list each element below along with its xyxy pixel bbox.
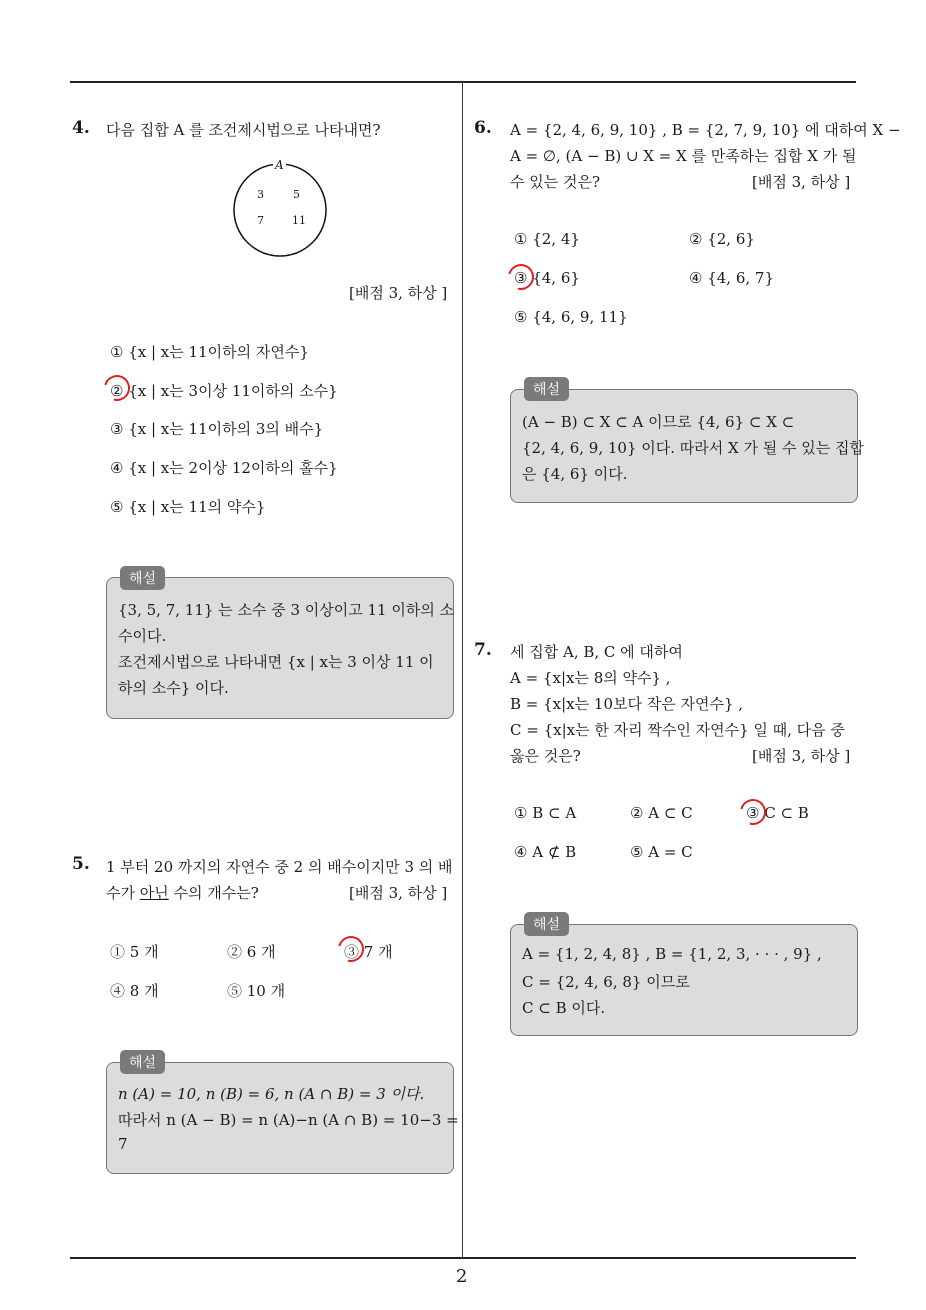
option-2[interactable]: ② {x | x는 3이상 11이하의 소수} bbox=[110, 382, 338, 400]
question-text: A = ∅, (A − B) ∪ X = X 를 만족하는 집합 X 가 될 bbox=[510, 147, 857, 165]
underlined-word: 아닌 bbox=[139, 884, 169, 902]
option-2[interactable]: ② {2, 6} bbox=[689, 230, 755, 248]
question-text: 수 있는 것은? bbox=[510, 173, 601, 191]
solution-line: 은 {4, 6} 이다. bbox=[522, 465, 628, 483]
question-text: A = {x|x는 8의 약수} , bbox=[510, 669, 671, 687]
bottom-rule bbox=[70, 1257, 856, 1259]
answer-mark bbox=[503, 259, 539, 295]
question-number: 6. bbox=[474, 118, 492, 138]
top-rule bbox=[70, 81, 856, 83]
question-text: 옳은 것은? bbox=[510, 747, 581, 765]
solution-tag: 해설 bbox=[524, 377, 569, 401]
question-text: 세 집합 A, B, C 에 대하여 bbox=[510, 643, 683, 661]
solution-line: {2, 4, 6, 9, 10} 이다. 따라서 X 가 될 수 있는 집합 bbox=[522, 439, 864, 457]
solution-line: A = {1, 2, 4, 8} , B = {1, 2, 3, · · · , 9} , bbox=[522, 945, 822, 963]
solution-line: 7 bbox=[118, 1135, 128, 1153]
venn-element: 7 bbox=[257, 214, 264, 227]
question-text: 수가 아닌 수의 개수는? bbox=[106, 884, 259, 902]
page-number: 2 bbox=[456, 1266, 468, 1287]
option-3[interactable]: ③ {4, 6} bbox=[514, 269, 580, 287]
option-5[interactable]: ⑤ 10 개 bbox=[227, 982, 286, 1000]
venn-element: 11 bbox=[292, 214, 306, 227]
option-1[interactable]: ① 5 개 bbox=[110, 943, 159, 961]
question-number: 5. bbox=[72, 854, 90, 874]
option-5[interactable]: ⑤ A = C bbox=[630, 843, 693, 861]
option-2[interactable]: ② A ⊂ C bbox=[630, 804, 693, 822]
question-number: 7. bbox=[474, 640, 492, 660]
option-1[interactable]: ① B ⊂ A bbox=[514, 804, 577, 822]
option-4[interactable]: ④ 8 개 bbox=[110, 982, 159, 1000]
answer-mark bbox=[735, 794, 771, 830]
solution-tag: 해설 bbox=[120, 566, 165, 590]
option-3[interactable]: ③ 7 개 bbox=[344, 943, 393, 961]
solution-line: C ⊂ B 이다. bbox=[522, 999, 606, 1017]
score-label: [배점 3, 하상 ] bbox=[349, 884, 448, 902]
solution-line: 따라서 n (A − B) = n (A)−n (A ∩ B) = 10−3 = bbox=[118, 1111, 459, 1129]
score-label: [배점 3, 하상 ] bbox=[752, 747, 851, 765]
question-text: 1 부터 20 까지의 자연수 중 2 의 배수이지만 3 의 배 bbox=[106, 858, 453, 876]
score-label: [배점 3, 하상 ] bbox=[349, 284, 448, 302]
column-divider bbox=[462, 82, 463, 1257]
question-text: C = {x|x는 한 자리 짝수인 자연수} 일 때, 다음 중 bbox=[510, 721, 845, 739]
question-number: 4. bbox=[72, 118, 90, 138]
solution-line: 수이다. bbox=[118, 627, 167, 645]
option-4[interactable]: ④ {4, 6, 7} bbox=[689, 269, 775, 287]
solution-tag: 해설 bbox=[524, 912, 569, 936]
option-4[interactable]: ④ {x | x는 2이상 12이하의 홀수} bbox=[110, 459, 338, 477]
solution-line: n (A) = 10, n (B) = 6, n (A ∩ B) = 3 이다. bbox=[118, 1085, 425, 1103]
option-5[interactable]: ⑤ {x | x는 11의 약수} bbox=[110, 498, 266, 516]
option-1[interactable]: ① {2, 4} bbox=[514, 230, 580, 248]
venn-label: A bbox=[275, 158, 284, 172]
solution-line: C = {2, 4, 6, 8} 이므로 bbox=[522, 973, 690, 991]
option-2[interactable]: ② 6 개 bbox=[227, 943, 276, 961]
solution-line: 하의 소수} 이다. bbox=[118, 679, 229, 697]
question-text: B = {x|x는 10보다 작은 자연수} , bbox=[510, 695, 744, 713]
venn-circle bbox=[230, 160, 330, 260]
solution-tag: 해설 bbox=[120, 1050, 165, 1074]
score-label: [배점 3, 하상 ] bbox=[752, 173, 851, 191]
question-text: 다음 집합 A 를 조건제시법으로 나타내면? bbox=[106, 121, 381, 139]
option-4[interactable]: ④ A ⊄ B bbox=[514, 843, 577, 861]
option-1[interactable]: ① {x | x는 11이하의 자연수} bbox=[110, 343, 309, 361]
solution-line: {3, 5, 7, 11} 는 소수 중 3 이상이고 11 이하의 소 bbox=[118, 601, 455, 619]
solution-line: (A − B) ⊂ X ⊂ A 이므로 {4, 6} ⊂ X ⊂ bbox=[522, 413, 795, 431]
option-3[interactable]: ③ C ⊂ B bbox=[746, 804, 809, 822]
option-3[interactable]: ③ {x | x는 11이하의 3의 배수} bbox=[110, 420, 324, 438]
venn-element: 3 bbox=[257, 188, 264, 201]
venn-element: 5 bbox=[293, 188, 300, 201]
option-5[interactable]: ⑤ {4, 6, 9, 11} bbox=[514, 308, 628, 326]
question-text: A = {2, 4, 6, 9, 10} , B = {2, 7, 9, 10} 에 대하여 X − bbox=[510, 121, 901, 139]
solution-line: 조건제시법으로 나타내면 {x | x는 3 이상 11 이 bbox=[118, 653, 434, 671]
